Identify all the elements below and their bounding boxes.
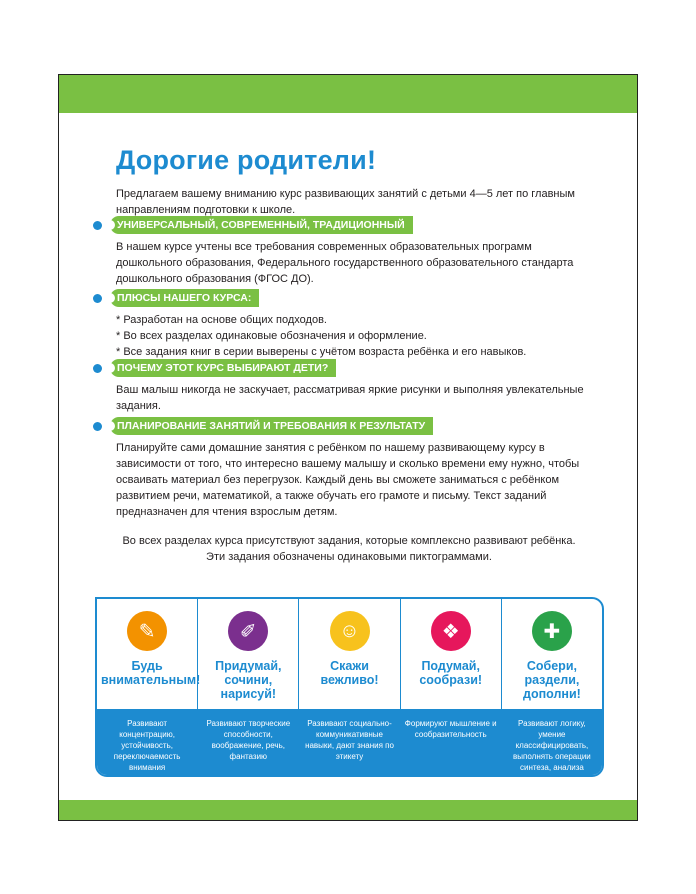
note-line: Во всех разделах курса присутствуют задания, которые комплексно развивают ребёнка. — [122, 535, 576, 547]
pictogram-card-attentive — [97, 599, 201, 775]
sun-smile-icon: ☺ — [330, 611, 370, 651]
section-heading-pill: ПЛАНИРОВАНИЕ ЗАНЯТИЙ И ТРЕБОВАНИЯ К РЕЗУЛЬТАТУ — [110, 417, 433, 435]
section-body: Ваш малыш никогда не заскучает, рассматривая яркие рисунки и выполняя увлекательные задания. — [116, 384, 584, 412]
bullet-dot-icon — [93, 294, 102, 303]
list-item: * Во всех разделах одинаковые обозначения и оформление. — [116, 330, 427, 342]
card-title: Скажи вежливо! — [320, 659, 379, 687]
card-description: Развивают социально-коммуникативные навыки, дают знания по этикету — [299, 709, 399, 775]
pictogram-card-create — [198, 599, 299, 775]
card-description: Развивают логику, умение классифицировать, выполнять операции синтеза, анализа — [502, 709, 602, 775]
book-icon: ❖ — [431, 611, 471, 651]
card-title: Придумай, сочини, нарисуй! — [215, 659, 282, 701]
list-item: * Разработан на основе общих подходов. — [116, 314, 327, 326]
section-body — [116, 312, 588, 360]
section-body: В нашем курсе учтены все требования современных образовательных программ дошкольного образования, Федерального государственного образовательного стандарта дошкольного образования (ФГОС ДО). — [116, 241, 574, 285]
section-body: Планируйте сами домашние занятия с ребёнком по нашему развивающему курсу в зависимости от того, что интересно вашему малышу и сколько времени ему нужно, чтобы осваивать материал без перегрузок. Каждый день вы сможете заниматься с ребёнком развитием речи, математикой, а также обучать его грамоте и письму. Текст заданий предназначен для чтения взрослым детям. — [116, 442, 580, 518]
card-title: Будь внимательным! — [101, 659, 201, 687]
section-planning — [93, 417, 613, 520]
card-title: Подумай, сообрази! — [419, 659, 483, 687]
top-green-band — [59, 75, 637, 113]
pictogram-card-think — [401, 599, 502, 775]
bullet-dot-icon — [93, 422, 102, 431]
bottom-green-band — [59, 800, 637, 820]
card-title: Собери, раздели, дополни! — [523, 659, 581, 701]
bullet-dot-icon — [93, 364, 102, 373]
puzzle-icon: ✚ — [532, 611, 572, 651]
card-description: Развивают творческие способности, воображение, речь, фантазию — [198, 709, 298, 775]
list-item: * Все задания книг в серии выверены с учётом возраста ребёнка и его навыков. — [116, 346, 527, 358]
page-frame — [58, 74, 638, 821]
intro-text: Предлагаем вашему вниманию курс развивающих занятий с детьми 4—5 лет по главным направлениям подготовки к школе. — [116, 188, 575, 216]
card-description: Формируют мышление и сообразительность — [401, 709, 501, 775]
section-heading — [93, 417, 613, 435]
pencil-icon: ✎ — [127, 611, 167, 651]
pictogram-card-polite — [299, 599, 400, 775]
section-heading-pill: ПЛЮСЫ НАШЕГО КУРСА: — [110, 289, 259, 307]
bullet-dot-icon — [93, 221, 102, 230]
section-pluses — [93, 289, 613, 360]
note-line: Эти задания обозначены одинаковыми пиктограммами. — [206, 551, 492, 563]
pictogram-card-logic — [502, 599, 602, 775]
card-description: Развивают концентрацию, устойчивость, переключаемость внимания — [97, 709, 197, 775]
page-title: Дорогие родители! — [116, 145, 377, 175]
pictogram-note — [99, 533, 599, 565]
section-why-children — [93, 359, 613, 414]
pictogram-panel — [95, 597, 604, 777]
section-heading — [93, 359, 613, 377]
section-heading — [93, 289, 613, 307]
section-universal — [93, 216, 613, 287]
brush-icon: ✐ — [228, 611, 268, 651]
section-heading-pill: УНИВЕРСАЛЬНЫЙ, СОВРЕМЕННЫЙ, ТРАДИЦИОННЫЙ — [110, 216, 413, 234]
section-heading — [93, 216, 613, 234]
section-heading-pill: ПОЧЕМУ ЭТОТ КУРС ВЫБИРАЮТ ДЕТИ? — [110, 359, 336, 377]
